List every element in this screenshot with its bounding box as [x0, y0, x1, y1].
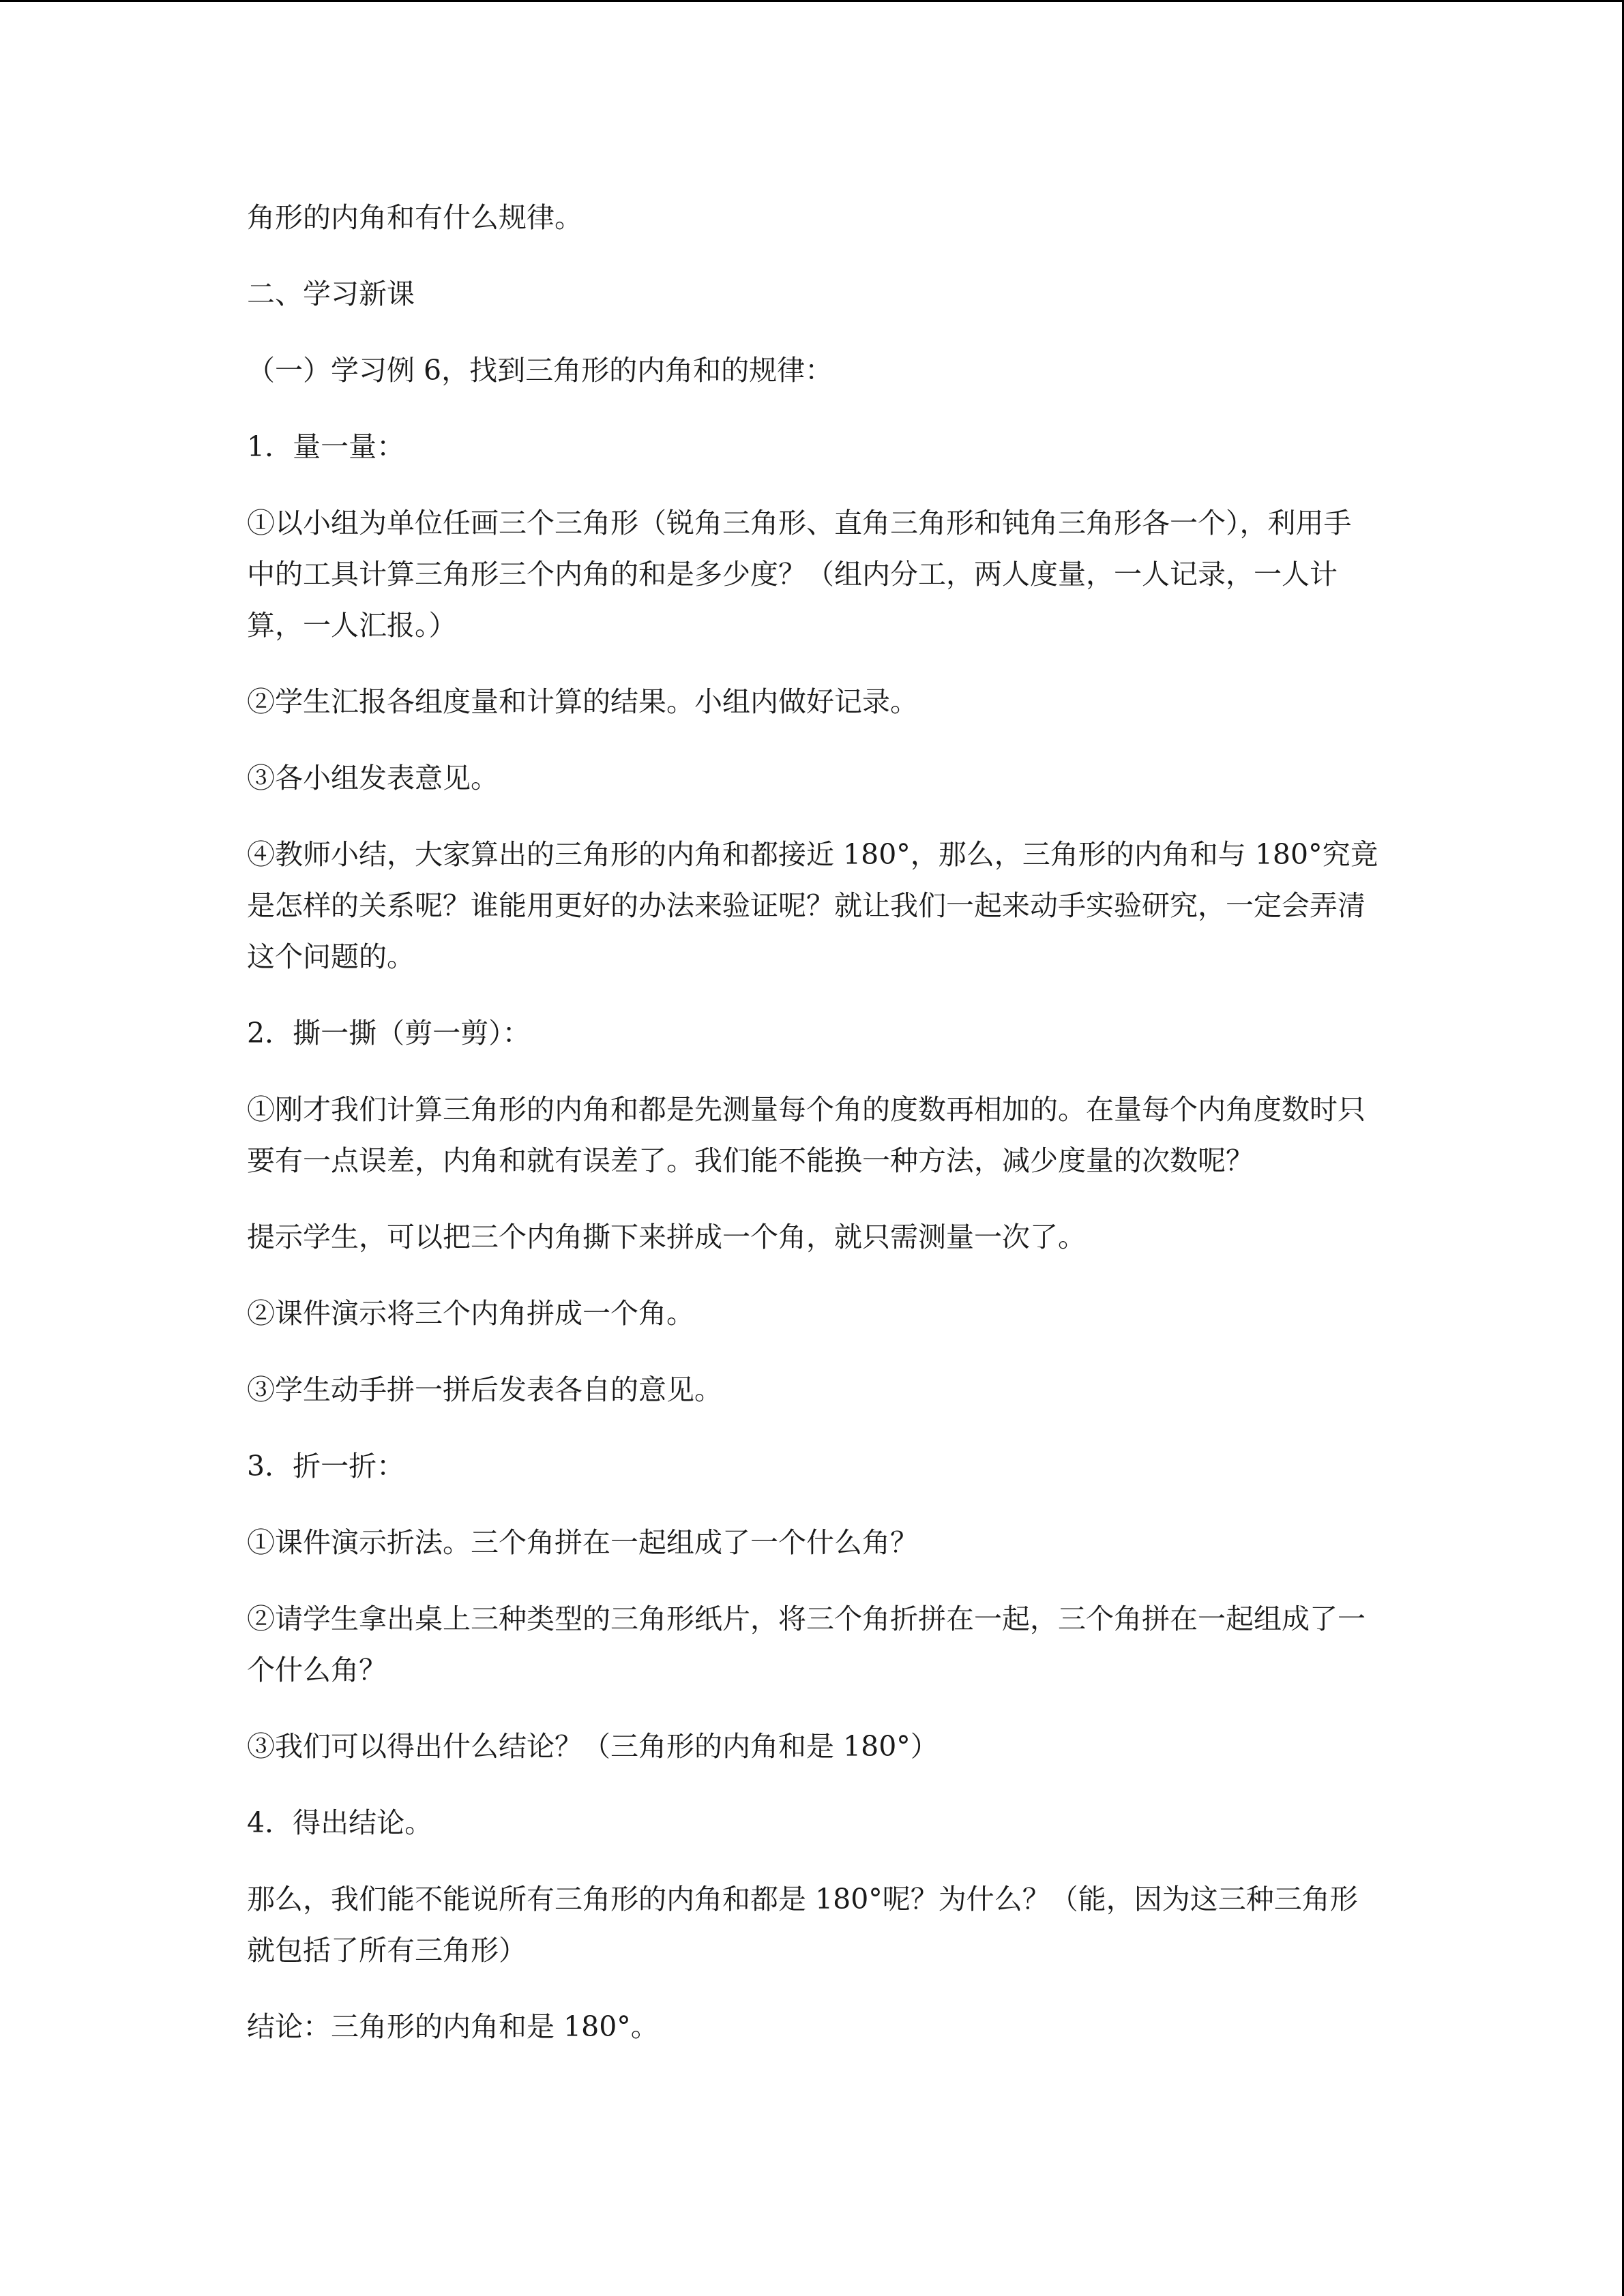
document-body: [247, 192, 1379, 2078]
paragraph-measure-3: ③各小组发表意见。: [247, 762, 499, 794]
paragraph-measure-1: ①以小组为单位任画三个三角形（锐角三角形、直角三角形和钝角三角形各一个），利用手中的工具计算三角形三个内角的和是多少度？（组内分工，两人度量，一人记录，一人计算，一人汇报。）: [247, 507, 1352, 642]
step-heading-conclusion: 4．得出结论。: [247, 1806, 433, 1839]
paragraph-measure-2: ②学生汇报各组度量和计算的结果。小组内做好记录。: [247, 685, 918, 718]
paragraph-measure-4: ④教师小结，大家算出的三角形的内角和都接近 180°，那么，三角形的内角和与 180°究竟是怎样的关系呢？谁能用更好的办法来验证呢？就让我们一起来动手实验研究，一定会弄清这个问题的。: [247, 838, 1378, 973]
step-heading-measure: 1．量一量：: [247, 430, 405, 463]
page-border-top: [0, 0, 1624, 2]
paragraph-tear-hint: 提示学生，可以把三个内角撕下来拼成一个角，就只需测量一次了。: [247, 1221, 1086, 1253]
step-heading-tear: 2．撕一撕（剪一剪）：: [247, 1017, 531, 1049]
subsection-heading-example-6: （一）学习例 6，找到三角形的内角和的规律：: [247, 354, 833, 387]
step-heading-fold: 3．折一折：: [247, 1450, 405, 1482]
paragraph-tear-3: ③学生动手拼一拼后发表各自的意见。: [247, 1373, 722, 1406]
paragraph-fold-2: ②请学生拿出桌上三种类型的三角形纸片，将三个角折拼在一起，三个角拼在一起组成了一个什么角？: [247, 1602, 1365, 1686]
paragraph-conclusion-question: 那么，我们能不能说所有三角形的内角和都是 180°呢？为什么？（能，因为这三种三角形就包括了所有三角形）: [247, 1883, 1358, 1967]
paragraph-tear-2: ②课件演示将三个内角拼成一个角。: [247, 1297, 694, 1330]
section-heading-new-lesson: 二、学习新课: [247, 278, 415, 310]
paragraph-intro-continuation: 角形的内角和有什么规律。: [247, 201, 582, 234]
paragraph-tear-1: ①刚才我们计算三角形的内角和都是先测量每个角的度数再相加的。在量每个内角度数时只要有一点误差，内角和就有误差了。我们能不能换一种方法，减少度量的次数呢？: [247, 1093, 1365, 1177]
paragraph-conclusion: 结论：三角形的内角和是 180°。: [247, 2010, 659, 2043]
paragraph-fold-3: ③我们可以得出什么结论？（三角形的内角和是 180°）: [247, 1730, 939, 1763]
paragraph-fold-1: ①课件演示折法。三个角拼在一起组成了一个什么角？: [247, 1526, 918, 1559]
